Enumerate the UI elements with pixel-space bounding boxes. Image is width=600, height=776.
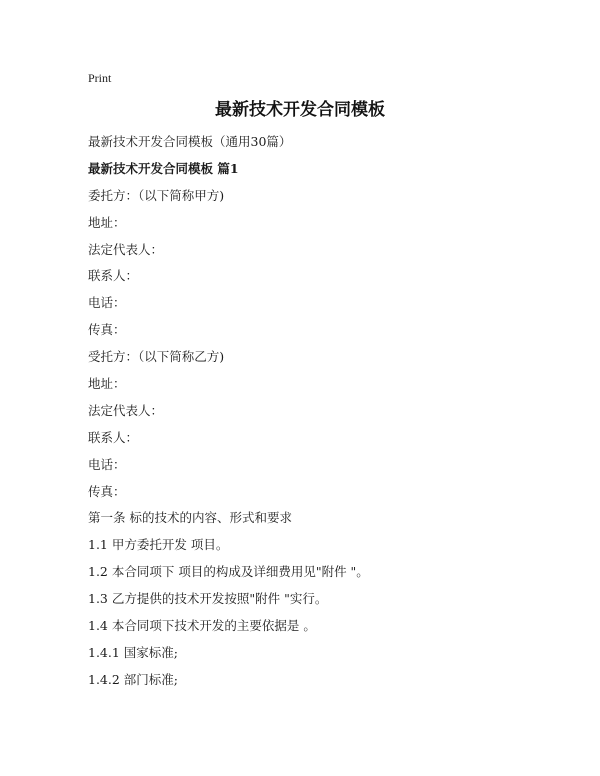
body-line: 地址：	[88, 214, 126, 230]
body-line: 电话：	[88, 295, 126, 311]
body-line: 电话：	[88, 456, 126, 472]
body-line: 传真：	[88, 322, 126, 338]
body-line: 1.4.2 部门标准;	[88, 671, 178, 687]
body-line: 法定代表人：	[88, 241, 164, 257]
body-line: 1.3 乙方提供的技术开发按照"附件 "实行。	[88, 591, 328, 607]
document-title: 最新技术开发合同模板	[215, 100, 385, 120]
body-line: 法定代表人：	[88, 402, 164, 418]
print-label: Print	[88, 71, 112, 85]
body-line: 1.2 本合同项下 项目的构成及详细费用见"附件 "。	[88, 564, 369, 580]
document-body	[88, 133, 558, 698]
body-line: 联系人：	[88, 429, 139, 445]
body-line: 委托方：（以下简称甲方)	[88, 187, 225, 203]
body-line: 1.4 本合同项下技术开发的主要依据是 。	[88, 618, 316, 634]
section-heading: 最新技术开发合同模板 篇1	[88, 160, 239, 176]
body-line: 受托方：（以下简称乙方)	[88, 349, 225, 365]
body-line: 最新技术开发合同模板（通用30篇）	[88, 134, 292, 149]
body-line: 1.4.1 国家标准;	[88, 644, 178, 660]
body-line: 联系人：	[88, 268, 139, 284]
body-line: 地址：	[88, 376, 126, 392]
body-line: 传真：	[88, 483, 126, 499]
body-line: 1.1 甲方委托开发 项目。	[88, 537, 229, 553]
body-line: 第一条 标的技术的内容、形式和要求	[88, 510, 292, 526]
